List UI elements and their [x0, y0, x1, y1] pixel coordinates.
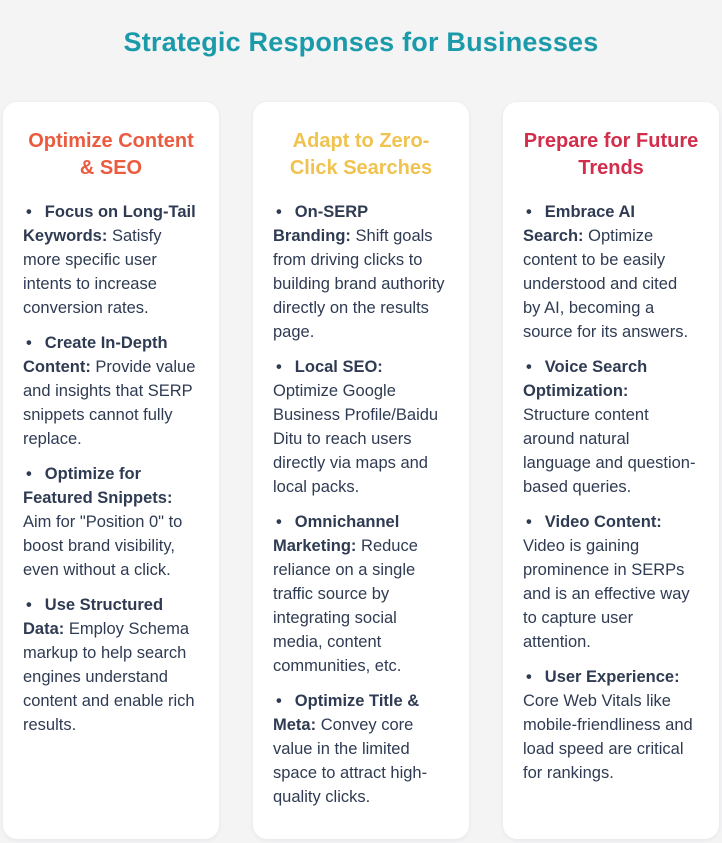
list-item [23, 331, 199, 451]
cards-row [0, 102, 722, 839]
list-item-lead: Focus on Long-Tail Keywords: [23, 203, 196, 245]
list-item-lead: Optimize Title & Meta: [273, 692, 420, 734]
list-item [23, 593, 199, 737]
bullet-icon: • [276, 203, 282, 221]
list-item-lead: Local SEO: [294, 358, 383, 376]
list-item-text: Satisfy more specific user intents to increase conversion rates. [23, 227, 162, 317]
list-item-text: Convey core value in the limited space to attract high-quality clicks. [273, 716, 428, 806]
card-optimize-content-seo [3, 102, 219, 839]
list-item-lead: Create In-Depth Content: [23, 334, 168, 376]
card-heading: Adapt to Zero-Click Searches [289, 130, 433, 179]
bullet-icon: • [26, 465, 32, 483]
list-item-lead: Voice Search Optimization: [523, 358, 648, 400]
list-item [523, 355, 699, 499]
list-item-lead: Use Structured Data: [23, 596, 164, 638]
card-bullet-list [523, 200, 699, 785]
list-item-text: Optimize Google Business Profile/Baidu Ditu to reach users directly via maps and local packs. [273, 382, 439, 496]
bullet-icon: • [26, 203, 32, 221]
list-item [23, 462, 199, 582]
list-item [523, 665, 699, 785]
list-item-lead: User Experience: [544, 668, 680, 686]
bullet-icon: • [526, 203, 532, 221]
list-item-text: Video is gaining prominence in SERPs and is an effective way to capture user attention. [523, 537, 690, 651]
list-item [523, 510, 699, 654]
list-item-text: Shift goals from driving clicks to building brand authority directly on the results page. [273, 227, 445, 341]
card-bullet-list [273, 200, 449, 809]
bullet-icon: • [526, 668, 532, 686]
card-prepare-future-trends [503, 102, 719, 839]
card-adapt-zero-click [253, 102, 469, 839]
list-item-text: Reduce reliance on a single traffic source by integrating social media, content communities, etc. [273, 537, 418, 675]
bullet-icon: • [26, 334, 32, 352]
bullet-icon: • [276, 513, 282, 531]
list-item-text: Optimize content to be easily understood and cited by AI, becoming a source for its answers. [523, 227, 689, 341]
list-item-lead: Embrace AI Search: [523, 203, 635, 245]
list-item [273, 689, 449, 809]
list-item-text: Provide value and insights that SERP snippets cannot fully replace. [23, 358, 196, 448]
list-item-lead: Optimize for Featured Snippets: [23, 465, 173, 507]
list-item-text: Core Web Vitals like mobile-friendliness and load speed are critical for rankings. [523, 692, 693, 782]
list-item-lead: Video Content: [544, 513, 662, 531]
bullet-icon: • [526, 358, 532, 376]
list-item [523, 200, 699, 344]
list-item-text: Aim for "Position 0" to boost brand visibility, even without a click. [23, 513, 183, 579]
list-item [273, 200, 449, 344]
page-title: Strategic Responses for Businesses [123, 27, 599, 57]
bullet-icon: • [276, 692, 282, 710]
card-heading: Optimize Content & SEO [28, 130, 194, 179]
list-item [273, 355, 449, 499]
bullet-icon: • [276, 358, 282, 376]
card-bullet-list [23, 200, 199, 737]
list-item-lead: Omnichannel Marketing: [273, 513, 400, 555]
bullet-icon: • [26, 596, 32, 614]
list-item-text: Structure content around natural language and question-based queries. [523, 406, 696, 496]
list-item [23, 200, 199, 320]
list-item-lead: On-SERP Branding: [273, 203, 368, 245]
list-item [273, 510, 449, 678]
card-heading: Prepare for Future Trends [523, 130, 699, 179]
list-item-text: Employ Schema markup to help search engines understand content and enable rich results. [23, 620, 195, 734]
bullet-icon: • [526, 513, 532, 531]
